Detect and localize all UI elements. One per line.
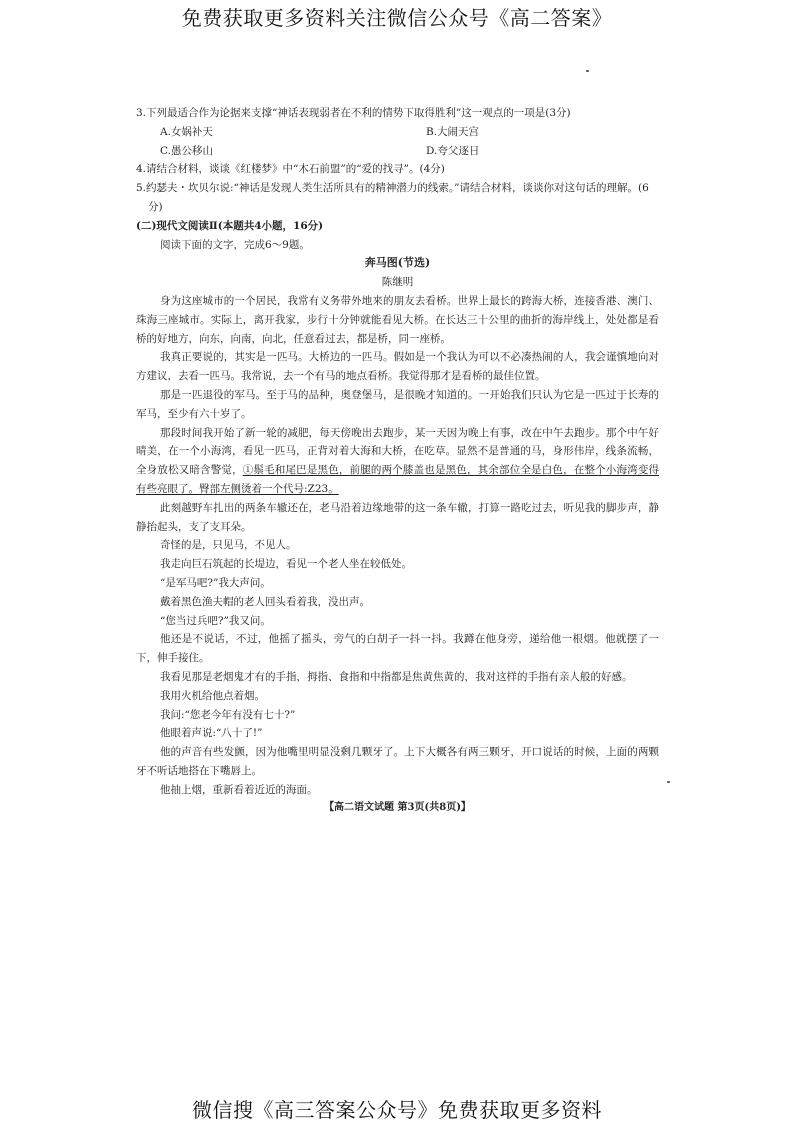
paragraph-4 bbox=[136, 424, 659, 499]
paragraph-15: 他眼着声说:“八十了!” bbox=[160, 727, 263, 740]
section-instruction: 阅读下面的文字，完成6～9题。 bbox=[160, 238, 310, 251]
paragraph-3: 那是一匹退役的军马。至于马的品种，奥登堡马，是很晚才知道的。一开始我们只认为它是一匹过于长寿的军马，至少有六十岁了。 bbox=[136, 388, 659, 420]
article-title: 奔马图(节选) bbox=[364, 256, 431, 270]
paragraph-2: 我真正要说的，其实是一匹马。大桥边的一匹马。假如是一个我认为可以不必凑热闹的人，我会谨慎地向对方建议，去看一匹马。我常说，去一个有马的地点看桥。我觉得那才是看桥的最佳位置。 bbox=[136, 351, 659, 383]
paragraph-6: 奇怪的是，只见马，不见人。 bbox=[160, 539, 297, 552]
question-4: 4.请结合材料，谈谈《红楼梦》中“木石前盟”的“爱的找寻”。(4分) bbox=[136, 163, 445, 176]
paragraph-4-text: 那段时间我开始了新一轮的减肥，每天傍晚出去跑步，某一天因为晚上有事，改在中午去跑步。那个中午好晴美，在一个小海湾，看见一匹马，正背对着大海和大桥，在吃草。显然不是普通的马，身形伟岸，线条流畅，全身放松又暗含警觉， bbox=[136, 426, 659, 477]
page-footer: 【高二语文试题 第3页(共8页)】 bbox=[324, 802, 471, 814]
paragraph-11: 他还是不说话，不过，他摇了摇头，旁气的白胡子一抖一抖。我蹲在他身旁，递给他一根烟。他就摆了一下，伸手接住。 bbox=[136, 633, 659, 665]
paragraph-7: 我走向巨石筑起的长堤边，看见一个老人坐在较低处。 bbox=[160, 558, 412, 571]
paragraph-16: 他的声音有些发颤，因为他嘴里明显没剩几颗牙了。上下大概各有两三颗牙，开口说话的时候，上面的两颗牙不听话地搭在下嘴唇上。 bbox=[136, 746, 659, 777]
article-author: 陈继明 bbox=[381, 276, 414, 289]
question-3-stem: 3.下列最适合作为论据来支撑“神话表现弱者在不利的情势下取得胜利”这一观点的一项是(3分) bbox=[136, 107, 571, 119]
paragraph-5: 此刻越野车扎出的两条车辙还在，老马沿着边缘地带的这一条车辙，打算一路吃过去，听见我的脚步声，静静抬起头，支了支耳朵。 bbox=[136, 501, 659, 533]
scan-speck bbox=[667, 781, 670, 783]
option-d: D.夸父逐日 bbox=[426, 144, 480, 157]
question-5: 5.约瑟夫・坎贝尔说:“神话是发现人类生活所具有的精神潜力的线索。”请结合材料，谈谈你对这句话的理解。(6分) bbox=[136, 182, 649, 213]
option-b: B.大闹天宫 bbox=[426, 125, 480, 138]
top-banner: 免费获取更多资料关注微信公众号《高二答案》 bbox=[181, 6, 613, 30]
paragraph-17: 他抽上烟，重新看着近近的海面。 bbox=[160, 783, 318, 796]
paragraph-13: 我用火机给他点着烟。 bbox=[160, 689, 265, 702]
exam-page bbox=[136, 104, 659, 818]
option-c: C.愚公移山 bbox=[160, 144, 213, 157]
scan-speck bbox=[586, 70, 589, 72]
underlined-sentence-1: ①鬃毛和尾巴是黑色，前腿的两个膝盖也是黑色，其余部位全是白色，在整个小海湾变得有些亮眼了。臀部左侧烫着一个代号:Z23。 bbox=[136, 464, 660, 495]
option-a: A.女娲补天 bbox=[160, 125, 213, 138]
paragraph-12: 我看见那是老烟鬼才有的手指，拇指、食指和中指都是焦黄焦黄的，我对这样的手指有亲人般的好感。 bbox=[160, 670, 633, 683]
paragraph-8: “是军马吧?”我大声问。 bbox=[160, 576, 271, 589]
paragraph-14: 我问:“您老今年有没有七十?” bbox=[160, 708, 296, 721]
section-heading: (二)现代文阅读Ⅱ(本题共4小题，16分) bbox=[136, 219, 324, 232]
bottom-banner: 微信搜《高三答案公众号》免费获取更多资料 bbox=[192, 1098, 602, 1122]
paragraph-10: “您当过兵吧?”我又问。 bbox=[160, 614, 271, 627]
paragraph-1: 身为这座城市的一个居民，我常有义务带外地来的朋友去看桥。世界上最长的跨海大桥，连接香港、澳门、珠海三座城市。实际上，离开我家，步行十分钟就能看见大桥。在长达三十公里的曲折的海岸线上，处处都是看桥的好地方，向东，向南，向北，任意看过去，都是桥，同一座桥。 bbox=[136, 294, 659, 345]
paragraph-9: 戴着黑色渔夫帽的老人回头看着我，没出声。 bbox=[160, 595, 370, 608]
question-3-options bbox=[136, 123, 659, 161]
